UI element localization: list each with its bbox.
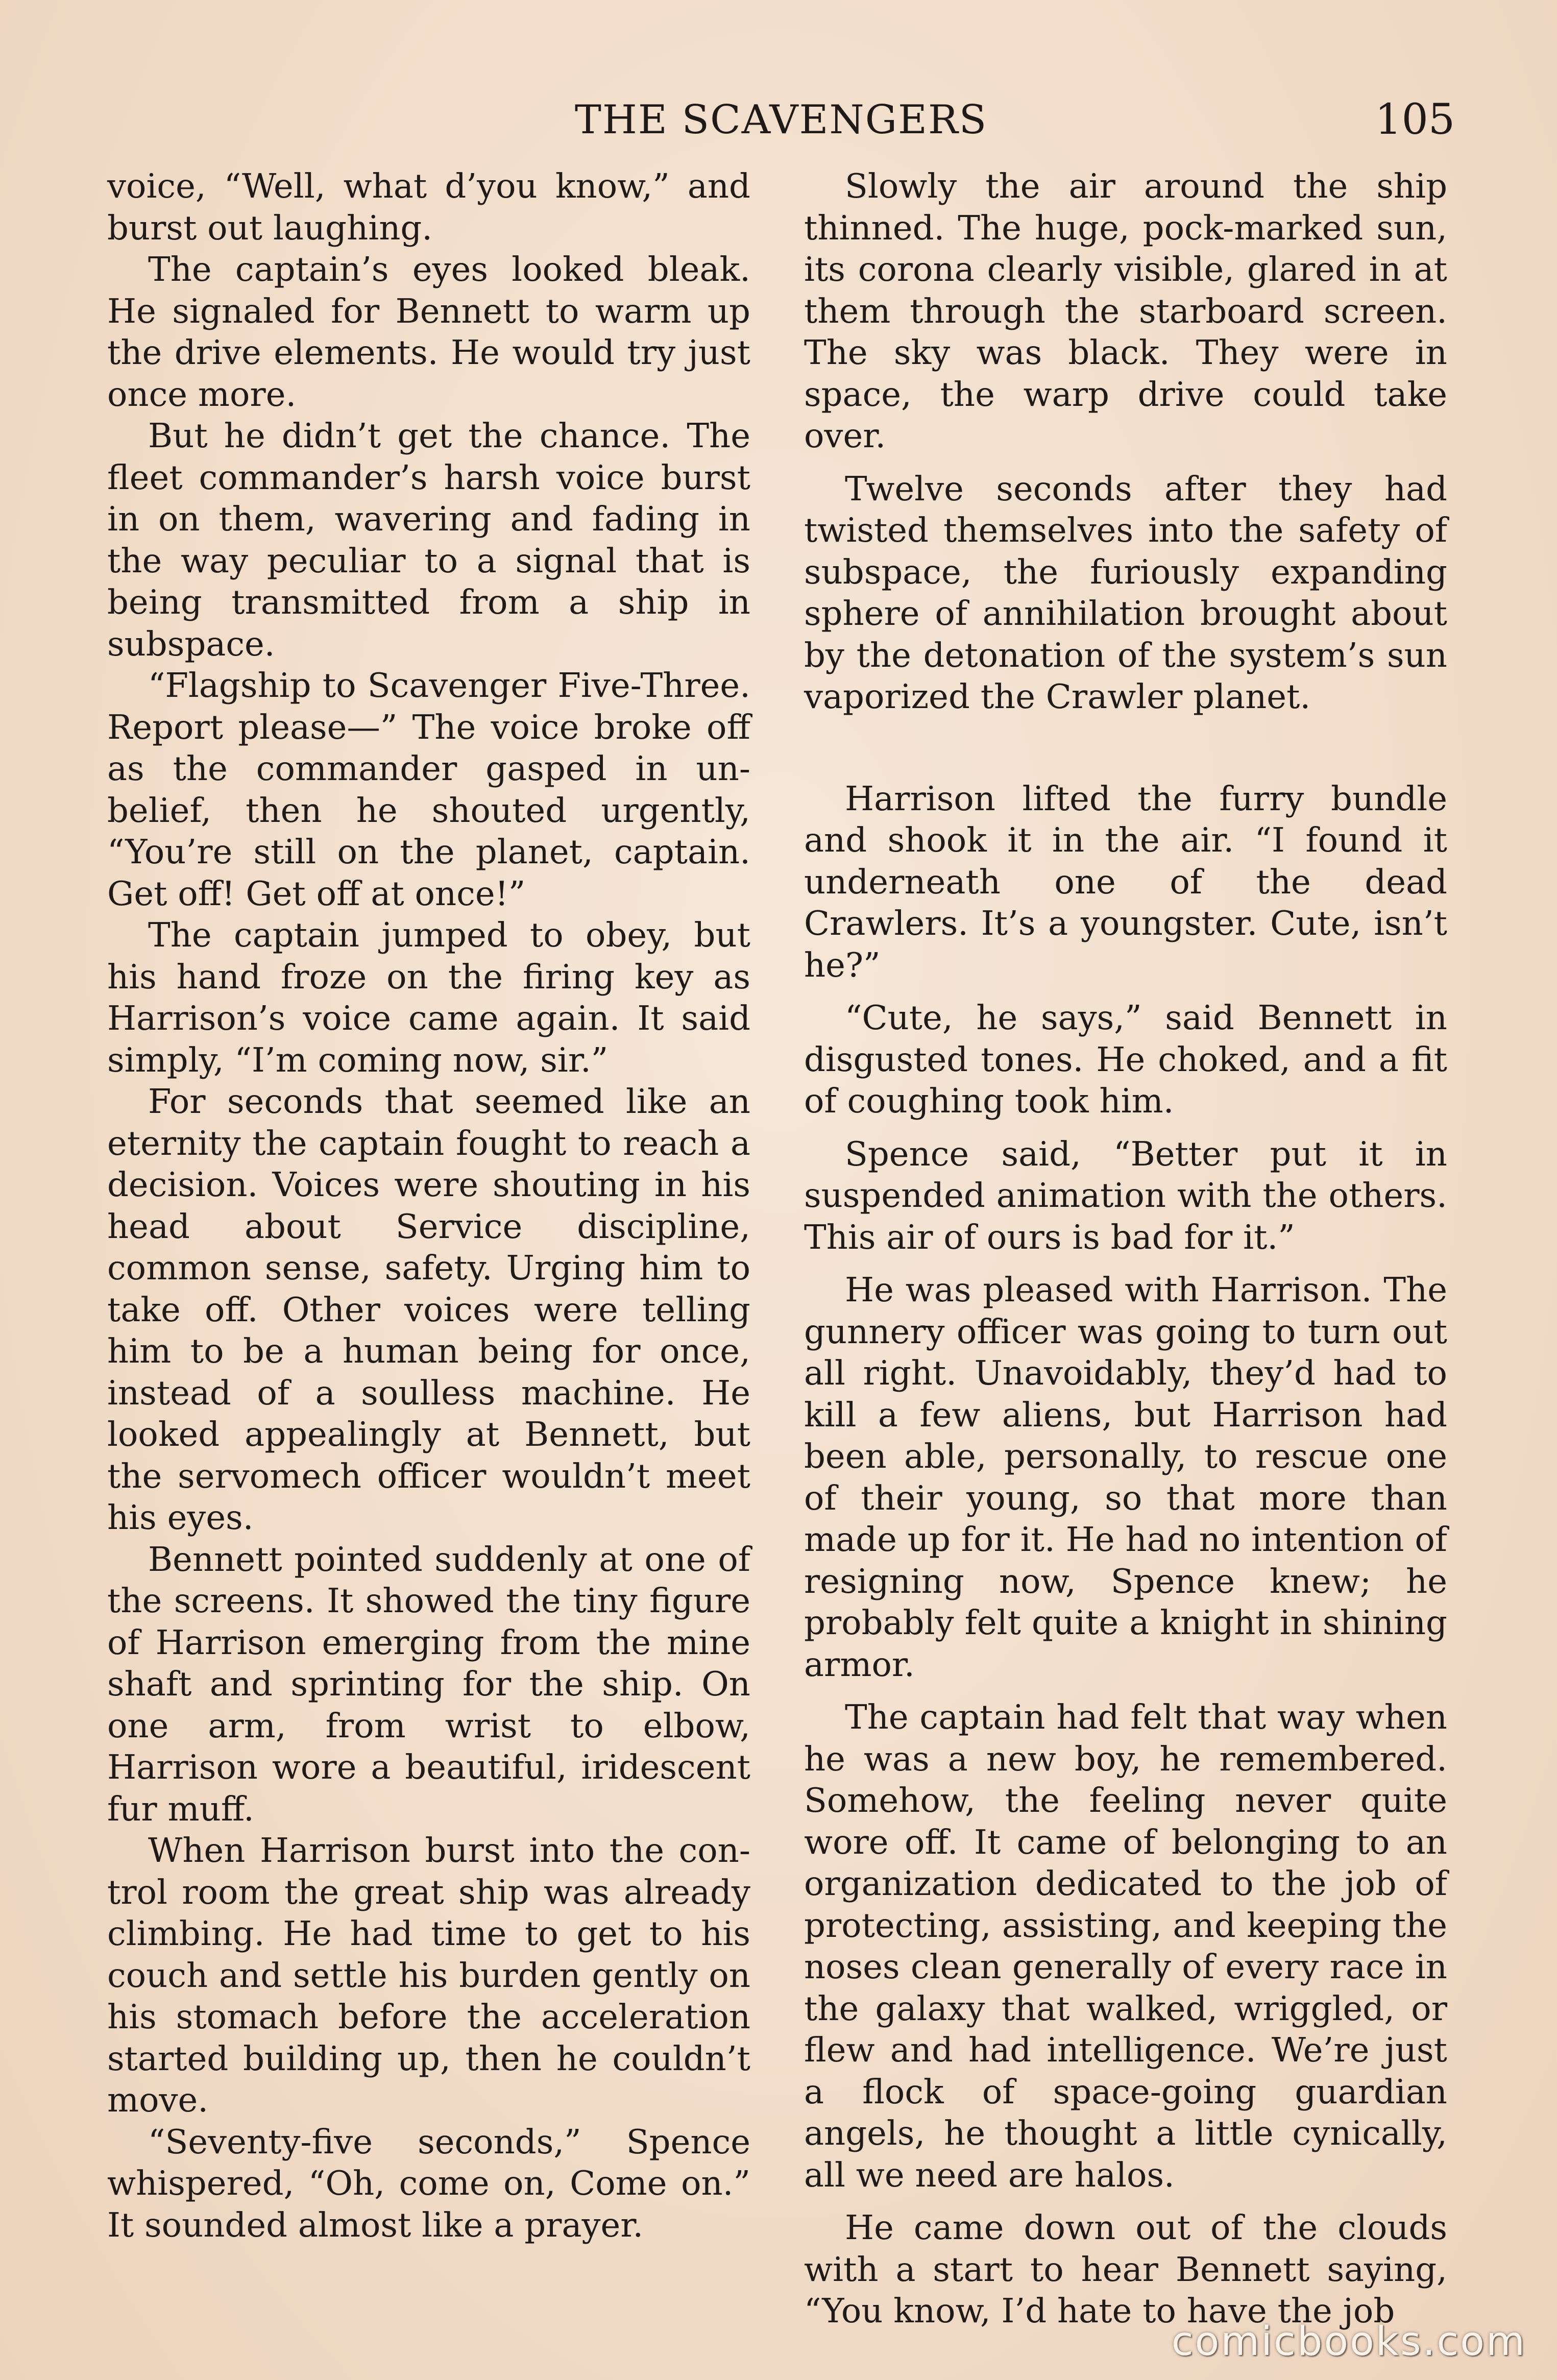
paragraph: But he didn’t get the chance. The fleet commander’s harsh voice burst in on them, wavering and fading in the way peculiar to a signal that is being transmitted from a ship in subspace.: [107, 417, 750, 664]
page-header: [107, 92, 1455, 148]
paragraph: Spence said, “Better put it in suspended animation with the others. This air of ours is bad for it.”: [804, 1134, 1447, 1257]
paragraph: The captain had felt that way when he was a new boy, he remembered. Somehow, the feeling never quite wore off. It came of belonging to an organization dedicated to the job of protecting, assisting, and keeping the noses clean generally of every race in the galaxy that walked, wriggled, or flew and had intelligence. We’re just a flock of space-going guardian angels, he thought a little cynically, all we need are halos.: [804, 1698, 1447, 2195]
paragraph: When Harrison burst into the control room the great ship was already climbing. He had time to get to his couch and settle his burden gently on his stomach before the acceleration started building up, then he couldn’t move.: [107, 1831, 750, 2120]
left-column: [107, 166, 750, 2259]
paragraph: Slowly the air around the ship thinned. The huge, pock-marked sun, its corona clearly visible, glared in at them through the starboard screen. The sky was black. They were in space, the warp drive could take over.: [804, 167, 1447, 455]
paragraph: “Cute, he says,” said Bennett in disgusted tones. He choked, and a fit of coughing took him.: [804, 999, 1447, 1121]
paragraph: Bennett pointed suddenly at one of the screens. It showed the tiny figure of Harrison emerging from the mine shaft and sprinting for the ship. On one arm, from wrist to elbow, Harrison wore a beautiful, iridescent fur muff.: [107, 1540, 750, 1829]
page-number: 105: [1375, 95, 1455, 144]
right-column: [804, 166, 1447, 2330]
paragraph: Twelve seconds after they had twisted themselves into the safety of subspace, the furiously expanding sphere of annihilation brought about by the detonation of the system’s sun vaporized the Crawler planet.: [804, 469, 1447, 716]
site-watermark: comicbooks.com: [1171, 2319, 1526, 2365]
paragraph: voice, “Well, what d’you know,” and burst out laughing.: [107, 167, 750, 248]
paragraph: Harrison lifted the furry bundle and shook it in the air. “I found it underneath one of the dead Crawlers. It’s a youngster. Cute, isn’t he?”: [804, 779, 1447, 985]
paragraph: He was pleased with Harrison. The gunnery officer was going to turn out all right. Unavoidably, they’d had to kill a few aliens, but Harrison had been able, personally, to rescue one of their young, so that more than made up for it. He had no intention of resigning now, Spence knew; he probably felt quite a knight in shining armor.: [804, 1271, 1447, 1684]
paragraph: He came down out of the clouds with a start to hear Bennett saying, “You know, I’d hate to have the job: [804, 2208, 1447, 2330]
paragraph: The captain jumped to obey, but his hand froze on the firing key as Harrison’s voice came again. It said simply, “I’m coming now, sir.”: [107, 916, 750, 1080]
paragraph: “Flagship to Scavenger Five-Three. Report please—” The voice broke off as the commander gasped in unbelief, then he shouted urgently, “You’re still on the planet, captain. Get off! Get off at once!”: [107, 666, 750, 913]
paragraph: For seconds that seemed like an eternity the captain fought to reach a decision. Voices were shouting in his head about Service discipline, common sense, safety. Urging him to take off. Other voices were telling him to be a human being for once, instead of a soulless machine. He looked appealingly at Bennett, but the servomech officer wouldn’t meet his eyes.: [107, 1082, 750, 1537]
paragraph: “Seventy-five seconds,” Spence whispered, “Oh, come on, Come on.” It sounded almost like a prayer.: [107, 2122, 750, 2245]
running-title: THE SCAVENGERS: [574, 97, 988, 143]
paragraph: The captain’s eyes looked bleak. He signaled for Bennett to warm up the drive elements. He would try just once more.: [107, 250, 750, 414]
